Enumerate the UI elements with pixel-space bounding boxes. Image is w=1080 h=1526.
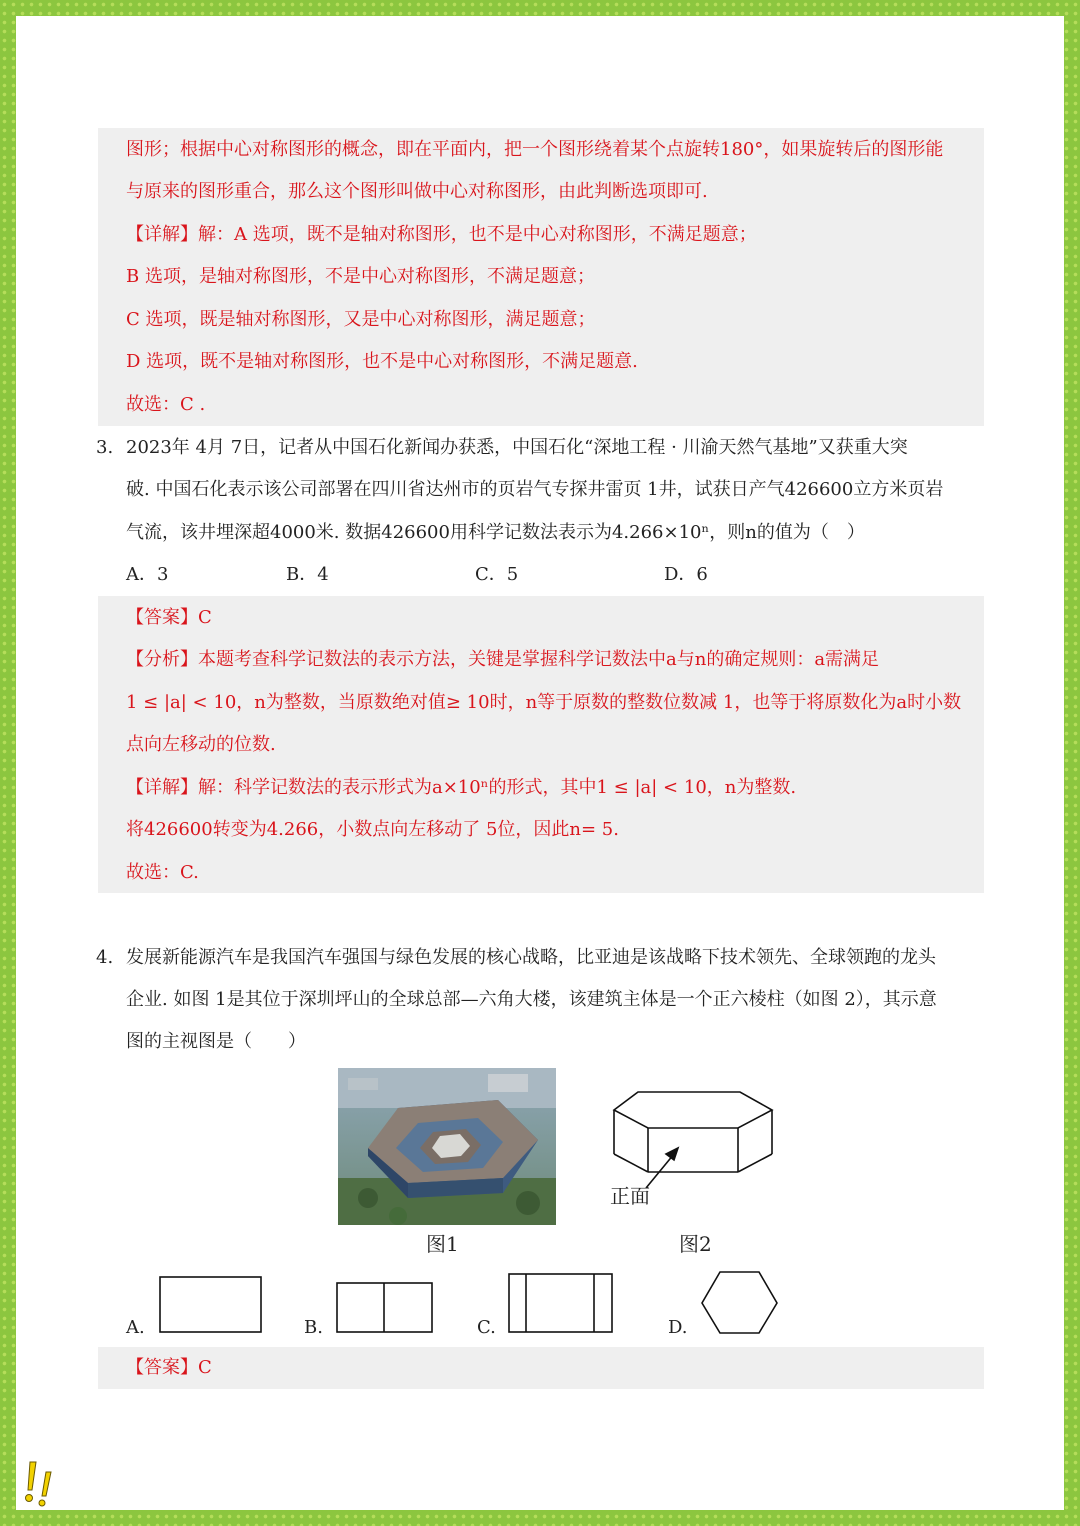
figure1-building-photo	[338, 1068, 556, 1225]
q4-stem-line: 发展新能源汽车是我国汽车强国与绿色发展的核心战略，比亚迪是该战略下技术领先、全球领跑的龙头	[126, 947, 936, 968]
q3-stem-line: 2023年 4月 7日，记者从中国石化新闻办获悉，中国石化“深地工程 · 川渝天然气基地”又获重大突	[126, 437, 908, 458]
q2-detail-line: B 选项，是轴对称图形，不是中心对称图形，不满足题意；	[126, 266, 595, 287]
q3-stem-line: 气流，该井埋深超4000米. 数据426600用科学记数法表示为4.266×10ⁿ，则n的值为（ ）	[126, 522, 865, 543]
q4-option-b: B.	[304, 1317, 323, 1338]
document-page	[16, 16, 1064, 1510]
q3-detail-line: 将426600转变为4.266，小数点向左移动了 5位，因此n= 5.	[126, 819, 619, 840]
q3-option-a: A．3	[126, 564, 169, 585]
q3-option-d: D．6	[664, 564, 708, 585]
option-c-shape	[508, 1273, 614, 1334]
q3-answer: 【答案】C	[126, 607, 212, 628]
q4-number: 4.	[96, 947, 114, 968]
q3-analysis-line: 【分析】本题考查科学记数法的表示方法，关键是掌握科学记数法中a与n的确定规则：a需满足	[126, 649, 880, 670]
q3-option-c: C．5	[475, 564, 519, 585]
q4-answer-block	[98, 1347, 984, 1389]
exclamation-icon	[18, 1458, 58, 1508]
q3-number: 3.	[96, 437, 114, 458]
q4-answer: 【答案】C	[126, 1357, 212, 1378]
q4-stem-line: 图的主视图是（ ）	[126, 1031, 306, 1052]
q2-detail-line: D 选项，既不是轴对称图形，也不是中心对称图形，不满足题意.	[126, 351, 638, 372]
option-a-shape	[159, 1276, 263, 1334]
q3-option-b: B．4	[286, 564, 329, 585]
q2-detail-line: 【详解】解：A 选项，既不是轴对称图形，也不是中心对称图形，不满足题意；	[126, 224, 757, 245]
q4-stem-line: 企业. 如图 1是其位于深圳坪山的全球总部—六角大楼，该建筑主体是一个正六棱柱（如图 2），其示意	[126, 989, 937, 1010]
figure1-caption: 图1	[426, 1232, 459, 1256]
q2-solution-line: 图形；根据中心对称图形的概念，即在平面内，把一个图形绕着某个点旋转180°，如果旋转后的图形能	[126, 139, 944, 160]
q4-option-c: C.	[477, 1317, 496, 1338]
option-d-shape	[700, 1270, 780, 1336]
q2-conclusion: 故选：C .	[126, 394, 206, 415]
front-face-label: 正面	[610, 1184, 650, 1208]
q4-option-d: D.	[668, 1317, 688, 1338]
option-b-shape	[336, 1282, 434, 1334]
q3-analysis-line: 点向左移动的位数.	[126, 734, 276, 755]
q2-detail-line: C 选项，既是轴对称图形，又是中心对称图形，满足题意；	[126, 309, 596, 330]
q3-stem-line: 破. 中国石化表示该公司部署在四川省达州市的页岩气专探井雷页 1井，试获日产气426600立方米页岩	[126, 479, 944, 500]
q4-option-a: A.	[126, 1317, 145, 1338]
q3-conclusion: 故选：C.	[126, 862, 199, 883]
q2-solution-line: 与原来的图形重合，那么这个图形叫做中心对称图形，由此判断选项即可.	[126, 181, 708, 202]
figure2-caption: 图2	[679, 1232, 712, 1256]
q3-detail-line: 【详解】解：科学记数法的表示形式为a×10ⁿ的形式，其中1 ≤ |a| < 10，n为整数.	[126, 777, 797, 798]
q3-analysis-line: 1 ≤ |a| < 10，n为整数，当原数绝对值≥ 10时，n等于原数的整数位数减 1，也等于将原数化为a时小数	[126, 692, 962, 713]
